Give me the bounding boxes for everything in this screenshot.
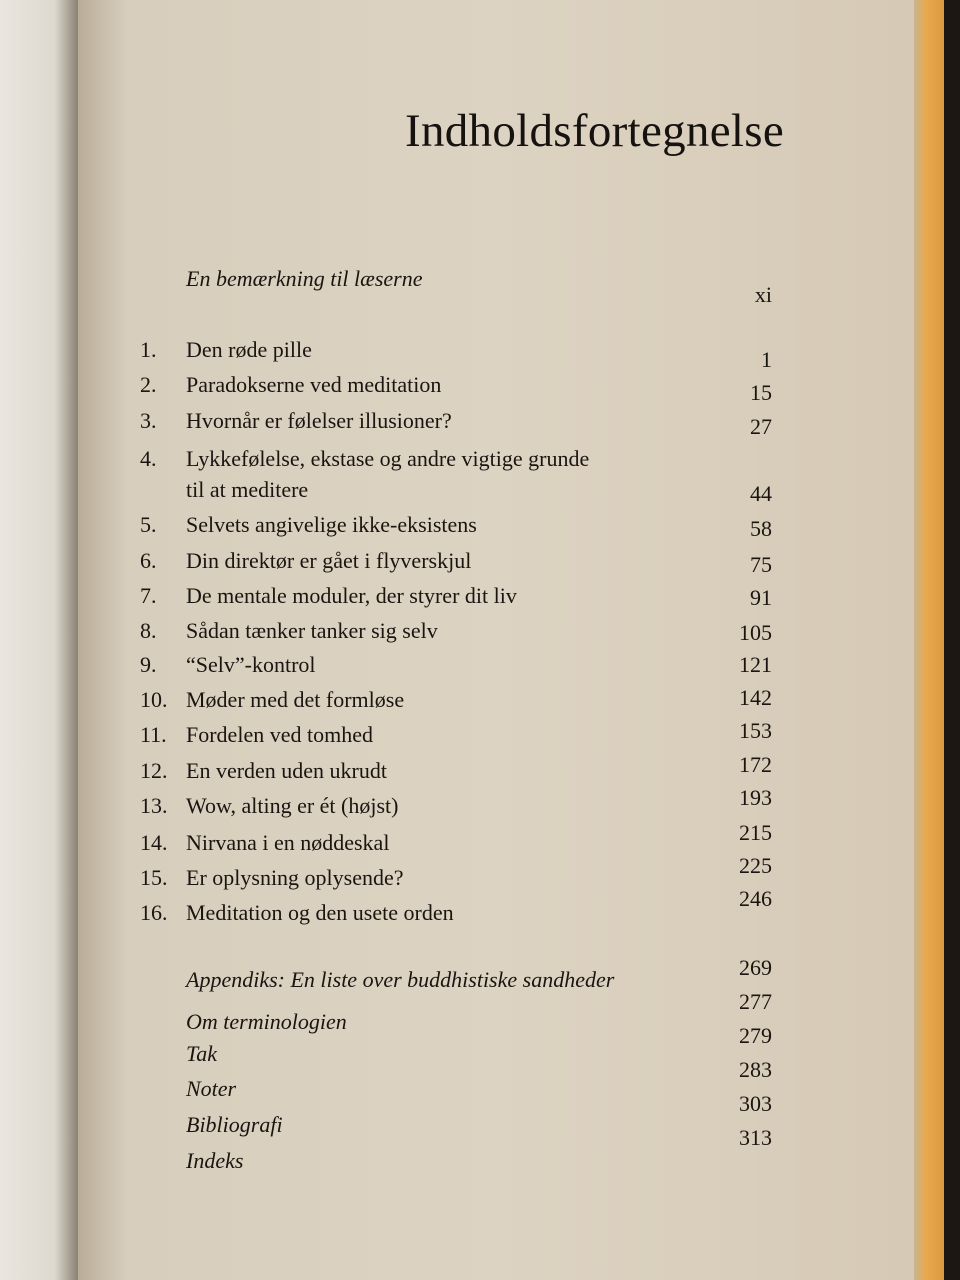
- chapter-number: 1.: [140, 337, 157, 362]
- toc-chapter-5: [140, 512, 772, 542]
- toc-entry-page: 279: [739, 1023, 772, 1048]
- toc-chapter-15: [140, 853, 772, 895]
- toc-chapter-8: [140, 618, 772, 648]
- toc-entry-label: Selvets angivelige ikke-eksistens: [186, 512, 477, 537]
- toc-chapter-3: [140, 408, 772, 438]
- toc-entry-label: Bibliografi: [186, 1112, 283, 1137]
- toc-entry-page: 246: [739, 886, 772, 911]
- toc-entry-page: 215: [739, 820, 772, 845]
- toc-chapter-7: [140, 583, 772, 613]
- toc-chapter-9: [140, 652, 772, 682]
- toc-chapter-2: [140, 372, 772, 405]
- toc-entry-page: 153: [739, 718, 772, 743]
- chapter-number: 14.: [140, 830, 168, 855]
- page-title: Indholdsfortegnelse: [405, 105, 784, 157]
- book-cover-edge: [914, 0, 944, 1280]
- chapter-number: 2.: [140, 372, 157, 397]
- chapter-number: 8.: [140, 618, 157, 643]
- toc-entry-label: Wow, alting er ét (højst): [186, 793, 399, 818]
- toc-entry-page: 27: [750, 414, 772, 439]
- chapter-number: 7.: [140, 583, 157, 608]
- toc-entry-page: xi: [754, 282, 772, 307]
- toc-entry-label: Indeks: [186, 1148, 244, 1173]
- toc-entry-label: Nirvana i en nøddeskal: [186, 830, 390, 855]
- toc-entry-label: Tak: [186, 1041, 217, 1066]
- toc-back-matter-item: [140, 1091, 772, 1142]
- toc-back-matter-item: [140, 1023, 772, 1071]
- toc-entry-label: Appendiks: En liste over buddhistiske sandheder: [186, 967, 615, 992]
- toc-chapter-12: [140, 752, 772, 788]
- toc-entry-page: 225: [739, 853, 772, 878]
- toc-chapter-1: [140, 337, 772, 372]
- toc-entry-page: 121: [739, 652, 772, 677]
- toc-entry-label: Hvornår er følelser illusioner?: [186, 408, 452, 433]
- toc-entry-label: “Selv”-kontrol: [186, 652, 316, 677]
- toc-entry-label: Din direktør er gået i flyverskjul: [186, 548, 472, 573]
- toc-entry-page: 1: [761, 347, 772, 372]
- toc-entry-page: 75: [750, 552, 772, 577]
- toc-entry-label: De mentale moduler, der styrer dit liv: [186, 583, 517, 608]
- toc-chapter-6: [140, 548, 772, 578]
- chapter-number: 3.: [140, 408, 157, 433]
- toc-entry-label: Sådan tænker tanker sig selv: [186, 618, 438, 643]
- toc-entry-label: Den røde pille: [186, 337, 312, 362]
- toc-entry-label: Paradokserne ved meditation: [186, 372, 442, 397]
- toc-entry-label: Noter: [186, 1076, 237, 1101]
- toc-entry-page: 277: [739, 989, 772, 1014]
- toc-entry-page: 142: [739, 685, 772, 710]
- toc-entry-label: Fordelen ved tomhed: [186, 722, 373, 747]
- chapter-number: 13.: [140, 793, 168, 818]
- left-page-edge: [0, 0, 78, 1280]
- toc-entry-page: 15: [750, 380, 772, 405]
- toc-intro: [140, 266, 772, 307]
- toc-entry-page: 193: [739, 785, 772, 810]
- toc-chapter-13: [140, 785, 772, 823]
- toc-chapter-4: [140, 446, 772, 506]
- toc-entry-page: 105: [739, 620, 772, 645]
- toc-chapter-14: [140, 820, 772, 860]
- toc-entry-label: Meditation og den usete orden: [186, 900, 454, 925]
- chapter-number: 11.: [140, 722, 167, 747]
- chapter-number: 12.: [140, 758, 168, 783]
- toc-entry-page: 269: [739, 955, 772, 980]
- toc-back-matter-item: [140, 1057, 772, 1106]
- toc-chapter-16: [140, 886, 772, 930]
- background: [944, 0, 960, 1280]
- toc-entry-page: 172: [739, 752, 772, 777]
- toc-entry-page: 44: [750, 481, 772, 506]
- toc-entry-page: 283: [739, 1057, 772, 1082]
- toc-entry-page: 58: [750, 516, 772, 541]
- toc-chapter-11: [140, 718, 772, 752]
- toc-back-matter-item: [140, 955, 772, 997]
- toc-entry-page: 303: [739, 1091, 772, 1116]
- chapter-number: 6.: [140, 548, 157, 573]
- toc-entry-label-continued: til at meditere: [186, 477, 309, 502]
- toc-entry-label: En bemærkning til læserne: [186, 266, 423, 291]
- toc-entry-label: En verden uden ukrudt: [186, 758, 387, 783]
- toc-back-matter-item: [140, 989, 772, 1039]
- chapter-number: 10.: [140, 687, 168, 712]
- toc-entry-label: Møder med det formløse: [186, 687, 405, 712]
- toc-chapter-10: [140, 687, 772, 717]
- toc-entry-label: Om terminologien: [186, 1009, 347, 1034]
- chapter-number: 9.: [140, 652, 157, 677]
- chapter-number: 5.: [140, 512, 157, 537]
- chapter-number: 4.: [140, 446, 157, 471]
- toc-entry-label: Er oplysning oplysende?: [186, 865, 404, 890]
- chapter-number: 15.: [140, 865, 168, 890]
- chapter-number: 16.: [140, 900, 168, 925]
- toc-entry-page: 91: [750, 585, 772, 610]
- toc-entry-label: Lykkefølelse, ekstase og andre vigtige grunde: [186, 446, 590, 471]
- toc-back-matter-item: [140, 1125, 772, 1178]
- toc-entry-page: 313: [739, 1125, 772, 1150]
